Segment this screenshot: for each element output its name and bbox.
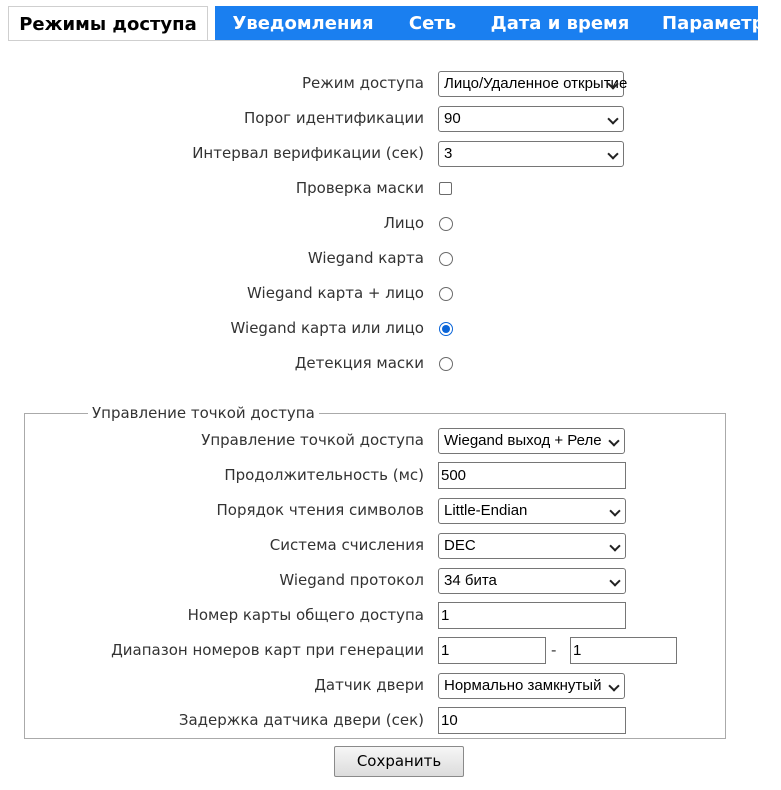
sensor-delay-input[interactable]: 10: [438, 707, 626, 734]
save-button[interactable]: Сохранить: [334, 746, 464, 777]
radio-mask-detection[interactable]: [439, 357, 453, 371]
radio-card-and-face-label: Wiegand карта + лицо: [247, 284, 424, 302]
radio-wiegand-card-label: Wiegand карта: [307, 249, 424, 267]
radio-face[interactable]: [439, 217, 453, 231]
numeral-system-label: Система счисления: [269, 536, 424, 554]
interval-value: 3: [444, 145, 453, 162]
card-range-label: Диапазон номеров карт при генерации: [111, 641, 424, 659]
chevron-down-icon: [609, 575, 620, 586]
threshold-label: Порог идентификации: [244, 109, 424, 127]
tab-bar: [8, 6, 781, 41]
tab-network[interactable]: Сеть: [391, 6, 474, 41]
chevron-down-icon: [608, 680, 619, 691]
wiegand-protocol-select[interactable]: [438, 568, 626, 594]
point-control-label: Управление точкой доступа: [201, 431, 424, 449]
radio-card-or-face-label: Wiegand карта или лицо: [230, 319, 424, 337]
interval-select[interactable]: [438, 141, 624, 167]
access-point-control-legend: Управление точкой доступа: [88, 404, 319, 422]
point-control-select[interactable]: [438, 428, 625, 454]
chevron-down-icon: [607, 113, 618, 124]
chevron-down-icon: [608, 435, 619, 446]
public-card-label: Номер карты общего доступа: [187, 606, 424, 624]
chevron-down-icon: [607, 148, 618, 159]
byte-order-label: Порядок чтения символов: [216, 501, 424, 519]
byte-order-value: Little-Endian: [444, 502, 528, 519]
numeral-system-select[interactable]: [438, 533, 626, 559]
threshold-value: 90: [444, 110, 461, 127]
radio-card-or-face[interactable]: [439, 322, 453, 336]
mask-check-checkbox[interactable]: [439, 182, 452, 195]
tab-parameters[interactable]: Параметры: [646, 6, 758, 41]
radio-card-and-face[interactable]: [439, 287, 453, 301]
access-mode-value: Лицо/Удаленное открытие: [444, 75, 628, 92]
door-sensor-label: Датчик двери: [314, 676, 424, 694]
tab-date-time[interactable]: Дата и время: [474, 6, 646, 41]
access-mode-label: Режим доступа: [301, 74, 424, 92]
card-range-from-input[interactable]: 1: [438, 637, 546, 664]
interval-label: Интервал верификации (сек): [192, 144, 424, 162]
access-mode-select[interactable]: [438, 71, 628, 97]
duration-input[interactable]: 500: [438, 462, 626, 489]
door-sensor-select[interactable]: [438, 673, 625, 699]
byte-order-select[interactable]: [438, 498, 626, 524]
card-range-separator: -: [551, 641, 557, 659]
tab-notifications[interactable]: Уведомления: [215, 6, 391, 41]
tab-access-modes[interactable]: Режимы доступа: [8, 6, 208, 41]
card-range-to-input[interactable]: 1: [570, 637, 677, 664]
wiegand-protocol-value: 34 бита: [444, 572, 497, 589]
point-control-value: Wiegand выход + Реле: [444, 432, 602, 449]
tab-divider: [8, 40, 758, 41]
chevron-down-icon: [609, 505, 620, 516]
mask-check-label: Проверка маски: [295, 179, 424, 197]
wiegand-protocol-label: Wiegand протокол: [279, 571, 424, 589]
radio-face-label: Лицо: [383, 214, 424, 232]
public-card-input[interactable]: 1: [438, 602, 626, 629]
door-sensor-value: Нормально замкнутый: [444, 677, 602, 694]
radio-wiegand-card[interactable]: [439, 252, 453, 266]
chevron-down-icon: [609, 540, 620, 551]
radio-mask-detection-label: Детекция маски: [294, 354, 424, 372]
sensor-delay-label: Задержка датчика двери (сек): [178, 711, 424, 729]
threshold-select[interactable]: [438, 106, 624, 132]
numeral-system-value: DEC: [444, 537, 476, 554]
duration-label: Продолжительность (мс): [224, 466, 424, 484]
